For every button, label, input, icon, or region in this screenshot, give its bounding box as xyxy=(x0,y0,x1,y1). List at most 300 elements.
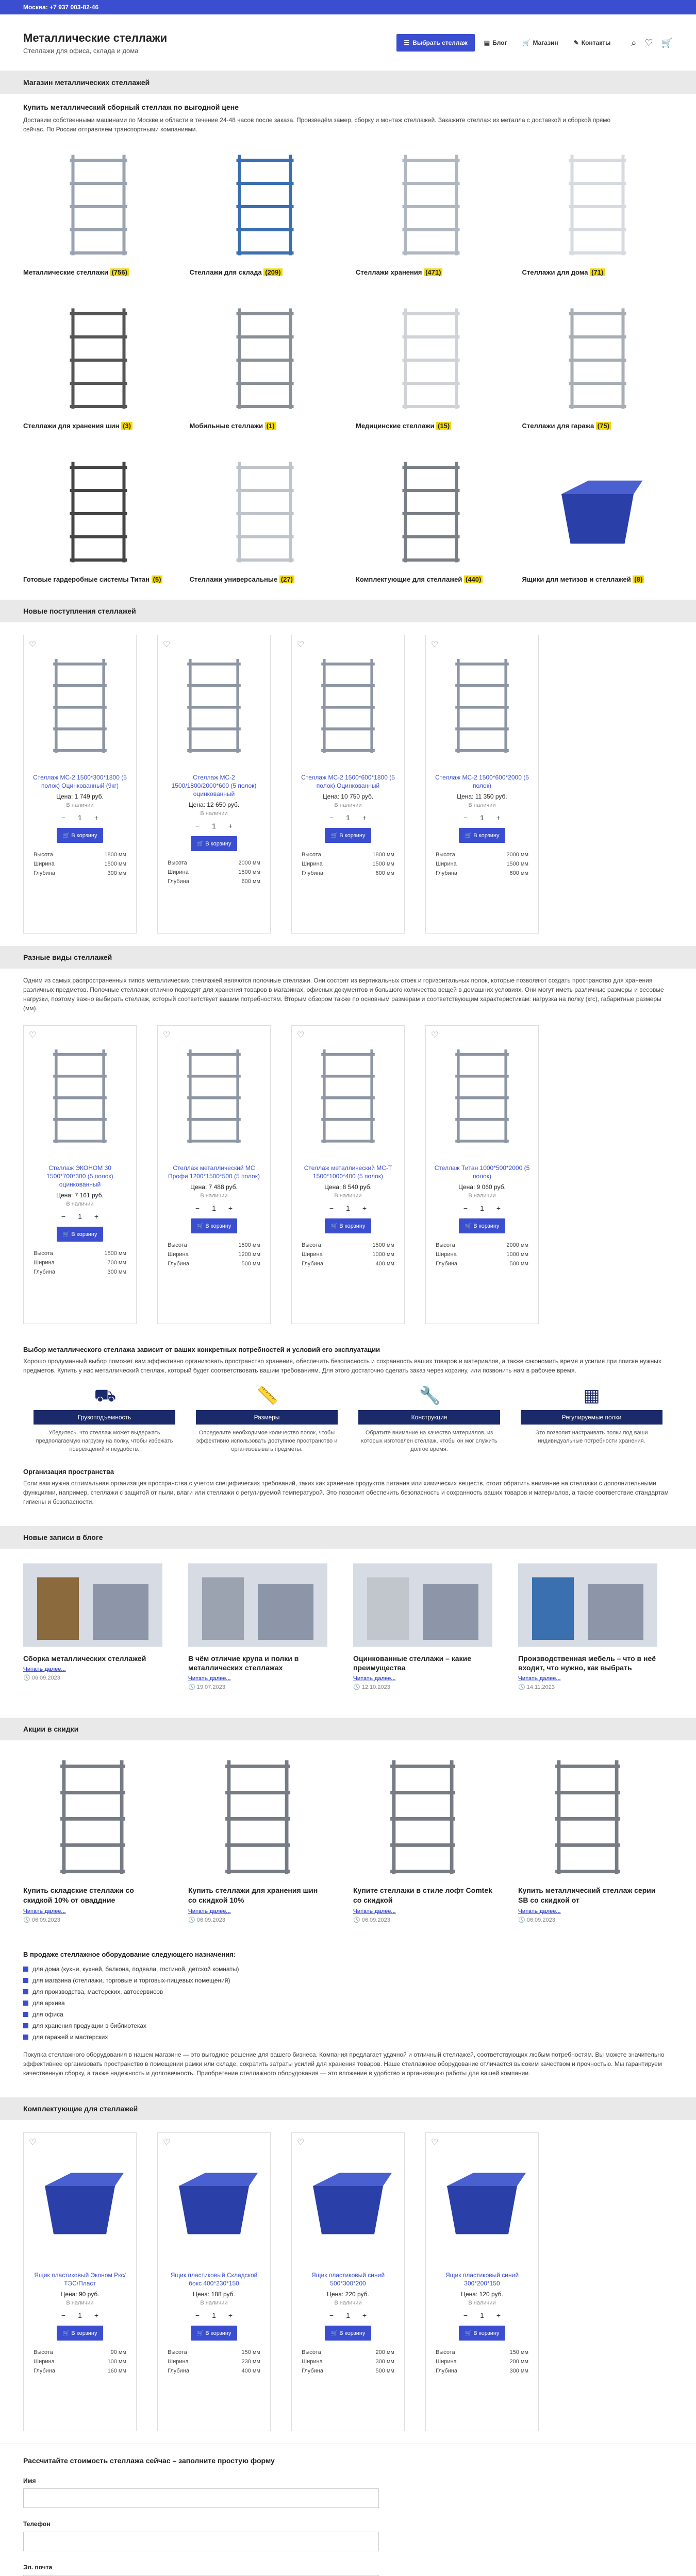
header xyxy=(0,14,696,71)
favorite-heart-icon[interactable]: ♡ xyxy=(163,1031,171,1040)
spec-value: 1500 мм xyxy=(506,861,528,867)
spec-label: Высота xyxy=(34,2349,53,2355)
minus-icon[interactable]: − xyxy=(195,822,200,830)
minus-icon[interactable]: − xyxy=(463,2311,468,2319)
name-label: Имя xyxy=(23,2477,36,2484)
purpose-list-item xyxy=(23,1997,673,2009)
category-count: (3) xyxy=(121,422,132,430)
spec-row xyxy=(302,1250,394,1259)
cart-icon: 🛒 xyxy=(522,39,531,46)
spec-value: 1500 мм xyxy=(238,1242,260,1248)
menu-icon: ☰ xyxy=(404,39,410,46)
category-count: (5) xyxy=(152,575,163,583)
category-name: Медицинские стеллажи xyxy=(356,422,437,430)
add-to-cart-button[interactable]: 🛒 В корзину xyxy=(459,1218,506,1233)
promo-date: 🕓 06.09.2023 xyxy=(23,1917,60,1923)
quantity-value[interactable]: 1 xyxy=(212,2311,216,2319)
spec-label: Ширина xyxy=(34,1260,55,1266)
section-title: Новые записи в блоге xyxy=(23,1533,103,1541)
spec-value: 2000 мм xyxy=(506,852,528,858)
blog-image[interactable] xyxy=(188,1561,327,1649)
category-item[interactable] xyxy=(23,451,174,590)
blog-image[interactable] xyxy=(353,1561,492,1649)
quantity-value[interactable]: 1 xyxy=(346,814,350,822)
favorite-heart-icon[interactable]: ♡ xyxy=(163,2138,171,2147)
spec-label: Глубина xyxy=(302,2368,324,2374)
category-name: Стеллажи для хранения шин xyxy=(23,422,122,430)
add-to-cart-button[interactable]: 🛒 В корзину xyxy=(191,836,238,851)
purpose-list-item xyxy=(23,2009,673,2020)
plus-icon[interactable]: + xyxy=(496,814,501,822)
product-name-link[interactable]: Стеллаж МС-2 1500/1800/2000*600 (5 полок) оцинкованный xyxy=(171,774,257,798)
purpose-text: для офиса xyxy=(32,2011,63,2018)
promo-title-link[interactable]: Купите стеллажи в стиле лофт Comtek со скидкой xyxy=(353,1886,492,1904)
category-name: Стеллажи для склада xyxy=(189,268,264,276)
topbar-phone-link[interactable]: Москва: +7 937 003-82-46 xyxy=(23,4,99,11)
stock-status: В наличии xyxy=(334,1193,362,1199)
spec-row xyxy=(168,868,260,877)
product-image[interactable] xyxy=(168,1032,260,1161)
category-item[interactable] xyxy=(190,144,341,283)
product-card xyxy=(425,635,539,934)
feature-title: Конструкция xyxy=(358,1410,500,1425)
spec-row xyxy=(34,859,126,869)
favorite-heart-icon[interactable]: ♡ xyxy=(297,2138,305,2147)
nav-shop-link[interactable]: 🛒 Магазин xyxy=(522,39,558,46)
quantity-stepper[interactable] xyxy=(326,812,370,823)
purpose-list-item xyxy=(23,1963,673,1975)
accessories-section xyxy=(0,2097,696,2444)
spec-label: Высота xyxy=(168,2349,187,2355)
product-name-link[interactable]: Стеллаж МС-2 1500*600*1800 (5 полок) Оцинкованный xyxy=(301,774,395,789)
minus-icon[interactable]: − xyxy=(463,814,468,822)
add-to-cart-button[interactable]: 🛒 В корзину xyxy=(191,2326,238,2341)
spec-label: Ширина xyxy=(436,2359,457,2365)
product-row xyxy=(23,1013,673,1336)
quantity-value[interactable]: 1 xyxy=(78,2311,82,2319)
promo-card xyxy=(188,1753,327,1938)
purpose-heading: В продаже стеллажное оборудование следующего назначения: xyxy=(23,1951,236,1958)
quantity-value[interactable]: 1 xyxy=(346,2311,350,2319)
cart-icon[interactable]: 🛒 xyxy=(661,37,673,48)
purpose-list-item xyxy=(23,2031,673,2043)
feature-text: Убедитесь, что стеллаж может выдержать предполагаемую нагрузку на полку, чтобы избежать повреждений и неудобств. xyxy=(36,1430,173,1452)
quantity-stepper[interactable] xyxy=(58,812,102,823)
add-to-cart-button[interactable]: 🛒 В корзину xyxy=(325,828,372,843)
promo-section xyxy=(0,1718,696,2097)
logo[interactable] xyxy=(23,31,167,55)
feature-item xyxy=(186,1385,348,1453)
product-name-link[interactable]: Ящик пластиковый Эконом Ркс/ТЭС/Пласт xyxy=(34,2272,126,2287)
plus-icon[interactable]: + xyxy=(228,822,233,830)
product-specs xyxy=(302,850,394,878)
product-image[interactable] xyxy=(168,641,260,770)
spec-value: 300 мм xyxy=(375,2359,394,2365)
product-name-link[interactable]: Стеллаж МС-2 1500*600*2000 (5 полок) xyxy=(435,774,529,789)
category-count: (27) xyxy=(279,575,294,583)
blog-card xyxy=(353,1561,492,1705)
plus-icon[interactable]: + xyxy=(94,2311,99,2319)
product-image[interactable] xyxy=(302,2139,394,2268)
quantity-value[interactable]: 1 xyxy=(212,822,216,830)
favorite-heart-icon[interactable]: ♡ xyxy=(29,2138,37,2147)
spec-row xyxy=(168,1250,260,1259)
section-title: Разные виды стеллажей xyxy=(23,953,112,961)
stock-status: В наличии xyxy=(468,2300,496,2306)
favorite-heart-icon[interactable]: ♡ xyxy=(29,640,37,649)
bullet-icon xyxy=(23,2035,28,2040)
category-label xyxy=(23,422,174,430)
spec-label: Ширина xyxy=(168,2359,189,2365)
spec-row xyxy=(302,869,394,878)
blog-section xyxy=(0,1526,696,1718)
add-to-cart-button[interactable]: 🛒 В корзину xyxy=(459,2326,506,2341)
product-price: Цена: 220 руб. xyxy=(327,2291,369,2298)
product-card xyxy=(23,1025,137,1324)
blog-title-link[interactable]: Сборка металлических стеллажей xyxy=(23,1654,146,1663)
types-section xyxy=(0,946,696,1336)
minus-icon[interactable]: − xyxy=(329,1204,334,1212)
spec-value: 1000 мм xyxy=(506,1251,528,1258)
add-to-cart-button[interactable]: 🛒 В корзину xyxy=(459,828,506,843)
purpose-text: для магазина (стеллажи, торговые и торговых-пищевых помещений) xyxy=(32,1977,230,1984)
product-specs xyxy=(34,2348,126,2376)
promo-date: 🕓 06.09.2023 xyxy=(353,1917,390,1923)
spec-value: 400 мм xyxy=(241,2368,260,2374)
spec-label: Высота xyxy=(302,1242,321,1248)
spec-row xyxy=(168,1241,260,1250)
promo-card xyxy=(23,1753,162,1938)
spec-label: Ширина xyxy=(436,861,457,867)
category-count: (440) xyxy=(464,575,483,583)
favorite-heart-icon[interactable]: ♡ xyxy=(431,1031,439,1040)
purpose-text: для хранения продукции в библиотеках xyxy=(32,2022,147,2029)
plus-icon[interactable]: + xyxy=(362,1204,367,1212)
spec-label: Высота xyxy=(168,860,187,866)
new-products-section xyxy=(0,600,696,946)
product-image[interactable] xyxy=(302,1032,394,1161)
category-item[interactable] xyxy=(23,144,174,283)
plus-icon[interactable]: + xyxy=(228,2311,233,2319)
minus-icon[interactable]: − xyxy=(61,1212,66,1221)
product-image[interactable] xyxy=(34,1032,126,1161)
product-card xyxy=(157,2132,271,2431)
product-price: Цена: 11 350 руб. xyxy=(457,793,507,800)
spec-row xyxy=(168,858,260,868)
category-item[interactable] xyxy=(23,298,174,437)
blog-image[interactable] xyxy=(518,1561,657,1649)
bullet-icon xyxy=(23,2023,28,2028)
minus-icon[interactable]: − xyxy=(329,814,334,822)
product-card xyxy=(157,1025,271,1324)
product-name-link[interactable]: Ящик пластиковый синий 500*300*200 xyxy=(311,2272,385,2287)
read-more-link[interactable]: Читать далее... xyxy=(518,1908,561,1914)
spec-label: Глубина xyxy=(34,1269,56,1275)
product-card xyxy=(291,1025,405,1324)
spec-value: 1500 мм xyxy=(104,861,126,867)
category-item[interactable] xyxy=(356,298,507,437)
product-name-link[interactable]: Стеллаж металлический МС-Т 1500*1000*400 (5 полок) xyxy=(304,1164,392,1180)
spec-value: 600 мм xyxy=(509,870,528,876)
minus-icon[interactable]: − xyxy=(463,1204,468,1212)
category-item[interactable] xyxy=(190,451,341,590)
favorite-heart-icon[interactable]: ♡ xyxy=(29,1031,37,1040)
product-name-link[interactable]: Стеллаж металлический МС Профи 1200*1500*500 (5 полок) xyxy=(168,1164,260,1180)
name-input[interactable] xyxy=(23,2488,379,2508)
blog-card xyxy=(188,1561,327,1705)
category-count: (15) xyxy=(436,422,451,430)
quantity-value[interactable]: 1 xyxy=(78,1212,82,1221)
category-count: (8) xyxy=(633,575,644,583)
product-name-link[interactable]: Ящик пластиковый Складской бокс 400*230*150 xyxy=(170,2272,258,2287)
add-to-cart-button[interactable]: 🛒 В корзину xyxy=(57,828,104,843)
quantity-value[interactable]: 1 xyxy=(212,1204,216,1212)
category-image xyxy=(190,451,341,572)
spec-label: Высота xyxy=(302,852,321,858)
promo-title-link[interactable]: Купить складские стеллажи со скидкой 10% от оваддние xyxy=(23,1886,134,1904)
ruler-icon: 📏 xyxy=(256,1386,278,1405)
category-item[interactable] xyxy=(522,451,673,590)
favorite-heart-icon[interactable]: ♡ xyxy=(431,2138,439,2147)
promo-card xyxy=(518,1753,657,1938)
category-label xyxy=(356,268,507,276)
add-to-cart-button[interactable]: 🛒 В корзину xyxy=(325,2326,372,2341)
spec-label: Ширина xyxy=(302,861,323,867)
folder-icon: ▤ xyxy=(484,39,490,46)
quantity-value[interactable]: 1 xyxy=(480,1204,484,1212)
minus-icon[interactable]: − xyxy=(195,2311,200,2319)
spec-value: 1200 мм xyxy=(238,1251,260,1258)
product-image[interactable] xyxy=(436,2139,528,2268)
minus-icon[interactable]: − xyxy=(61,814,66,822)
spec-row xyxy=(302,859,394,869)
product-specs xyxy=(168,2348,260,2376)
read-more-link[interactable]: Читать далее... xyxy=(353,1908,396,1914)
nav-choose-rack-button[interactable]: ☰ Выбрать стеллаж xyxy=(396,34,474,52)
product-price: Цена: 188 руб. xyxy=(193,2291,235,2298)
search-icon[interactable]: ⌕ xyxy=(631,37,637,48)
product-name-link[interactable]: Ящик пластиковый синий 300*200*150 xyxy=(445,2272,519,2287)
spec-value: 1500 мм xyxy=(238,869,260,875)
product-image[interactable] xyxy=(302,641,394,770)
spec-row xyxy=(34,1258,126,1267)
blog-title-link[interactable]: В чём отличие крупа и полки в металлических стеллажах xyxy=(188,1654,299,1672)
product-image[interactable] xyxy=(34,2139,126,2268)
product-specs xyxy=(436,2348,528,2376)
heart-icon[interactable]: ♡ xyxy=(644,37,653,48)
product-price: Цена: 9 060 руб. xyxy=(458,1183,506,1191)
favorite-heart-icon[interactable]: ♡ xyxy=(297,640,305,649)
spec-value: 600 мм xyxy=(241,878,260,885)
spec-value: 500 мм xyxy=(241,1261,260,1267)
product-image[interactable] xyxy=(436,641,528,770)
quantity-stepper[interactable] xyxy=(58,2310,102,2320)
spec-value: 300 мм xyxy=(509,2368,528,2374)
plus-icon[interactable]: + xyxy=(228,1204,233,1212)
main-nav xyxy=(396,34,673,52)
category-label xyxy=(190,268,341,276)
quantity-stepper[interactable] xyxy=(326,1203,370,1213)
spec-value: 230 мм xyxy=(241,2359,260,2365)
product-price: Цена: 1 749 руб. xyxy=(56,793,104,800)
feature-row xyxy=(23,1385,673,1453)
plus-icon[interactable]: + xyxy=(496,1204,501,1212)
category-item[interactable] xyxy=(356,144,507,283)
org-text: Если вам нужна оптимальная организация пространства с учетом специфических требований, таких как хранение продуктов питания или химических веществ, стоит обратить внимание на стеллажи с дополнительными функциями, например, стеллажи с защитой от пыли, влаги или стеллажи с регулируемой температурой. Это позволит обеспечить безопасность и сохранность ваших товаров и материалов, а также соответствие стандартам гигиены и безопасности. xyxy=(23,1480,669,1505)
stock-status: В наличии xyxy=(200,1193,228,1199)
blog-card xyxy=(518,1561,657,1705)
spec-row xyxy=(168,2357,260,2366)
spec-value: 300 мм xyxy=(107,1269,126,1275)
catalog-heading: Купить металлический сборный стеллаж по выгодной цене xyxy=(23,103,239,111)
spec-row xyxy=(34,850,126,859)
promo-image[interactable] xyxy=(23,1753,162,1882)
favorite-heart-icon[interactable]: ♡ xyxy=(431,640,439,649)
calc-form-section xyxy=(0,2444,696,2576)
spec-row xyxy=(302,2348,394,2357)
promo-bottom-text: Покупка стеллажного оборудования в нашем магазине — это выгодное решение для вашего бизнеса. Компания предлагает удачной и отличный стеллажей, соответствующих любым потребностям. Вы можете значительно эффективнее организовать пространство в помещении рамки или складе, сократить затраты усилий для хранения товаров. Наше стеллажное оборудование отличается высоким качеством и прочностью. Мы гарантируем качественную сборку, а также надежность и долговечность. Приобретение стеллажного оборудования — это вложение в удобство и организацию работы для вашей компании. xyxy=(23,2051,665,2077)
spec-row xyxy=(34,2357,126,2366)
section-title: Комплектующие для стеллажей xyxy=(23,2105,138,2113)
blog-title-link[interactable]: Производственная мебель – что в неё входит, что нужно, как выбрать xyxy=(518,1654,656,1672)
spec-value: 100 мм xyxy=(107,2359,126,2365)
feature-title: Размеры xyxy=(196,1410,338,1425)
add-to-cart-button[interactable]: 🛒 В корзину xyxy=(57,2326,104,2341)
form-title: Рассчитайте стоимость стеллажа сейчас – заполните простую форму xyxy=(23,2456,275,2465)
quantity-stepper[interactable] xyxy=(460,1203,504,1213)
quantity-stepper[interactable] xyxy=(192,2310,236,2320)
spec-value: 160 мм xyxy=(107,2368,126,2374)
plus-icon[interactable]: + xyxy=(362,2311,367,2319)
category-name: Стеллажи универсальные xyxy=(189,575,279,583)
spec-row xyxy=(436,2366,528,2376)
add-to-cart-button[interactable]: 🛒 В корзину xyxy=(191,1218,238,1233)
product-price: Цена: 10 750 руб. xyxy=(322,793,374,800)
spec-row xyxy=(436,2357,528,2366)
minus-icon[interactable]: − xyxy=(195,1204,200,1212)
promo-image[interactable] xyxy=(353,1753,492,1882)
category-name: Металлические стеллажи xyxy=(23,268,110,276)
minus-icon[interactable]: − xyxy=(61,2311,66,2319)
feature-title: Грузоподъемность xyxy=(34,1410,175,1425)
category-item[interactable] xyxy=(190,298,341,437)
plus-icon[interactable]: + xyxy=(94,814,99,822)
add-to-cart-button[interactable]: 🛒 В корзину xyxy=(57,1227,104,1242)
spec-value: 700 мм xyxy=(107,1260,126,1266)
features-section xyxy=(0,1336,696,1526)
spec-value: 2000 мм xyxy=(238,860,260,866)
promo-title-link[interactable]: Купить металлический стеллаж серии SB со скидкой от xyxy=(518,1886,656,1904)
stock-status: В наличии xyxy=(334,2300,362,2306)
section-title: Магазин металлических стеллажей xyxy=(23,78,150,87)
quantity-stepper[interactable] xyxy=(326,2310,370,2320)
quantity-stepper[interactable] xyxy=(460,2310,504,2320)
favorite-heart-icon[interactable]: ♡ xyxy=(297,1031,305,1040)
spec-label: Ширина xyxy=(34,861,55,867)
product-name-link[interactable]: Стеллаж ЭКОНОМ 30 1500*700*300 (5 полок) оцинкованный xyxy=(46,1164,113,1188)
purpose-text: для дома (кухни, кухней, балкона, подвала, гостиной, детской комнаты) xyxy=(32,1965,239,1973)
spec-value: 1500 мм xyxy=(372,861,394,867)
catalog-text: Доставим собственными машинами по Москве и области в течение 24-48 часов после заказа. Произведём замер, сборку и монтаж стеллажей. Закажите стеллаж из металла с доставкой и сборкой прямо сейчас. По России отправляем транспортными компаниями. xyxy=(23,116,611,133)
spec-value: 150 мм xyxy=(241,2349,260,2355)
blog-title-link[interactable]: Оцинкованные стеллажи – какие преимущества xyxy=(353,1654,471,1672)
promo-image[interactable] xyxy=(188,1753,327,1882)
category-item[interactable] xyxy=(522,298,673,437)
category-label xyxy=(23,575,174,583)
category-image xyxy=(522,144,673,265)
category-item[interactable] xyxy=(356,451,507,590)
plus-icon[interactable]: + xyxy=(496,2311,501,2319)
phone-input[interactable] xyxy=(23,2532,379,2551)
category-image xyxy=(23,298,174,419)
minus-icon[interactable]: − xyxy=(329,2311,334,2319)
product-image[interactable] xyxy=(34,641,126,770)
quantity-value[interactable]: 1 xyxy=(480,2311,484,2319)
product-specs xyxy=(302,1241,394,1268)
spec-row xyxy=(168,2348,260,2357)
favorite-heart-icon[interactable]: ♡ xyxy=(163,640,171,649)
bullet-icon xyxy=(23,1978,28,1983)
category-image xyxy=(522,451,673,572)
product-card xyxy=(291,635,405,934)
spec-label: Высота xyxy=(436,1242,455,1248)
product-name-link[interactable]: Стеллаж Титан 1000*500*2000 (5 полок) xyxy=(434,1164,530,1180)
quantity-value[interactable]: 1 xyxy=(78,814,82,822)
plus-icon[interactable]: + xyxy=(362,814,367,822)
blog-date: 🕓 19.07.2023 xyxy=(188,1684,225,1690)
nav-contacts-link[interactable]: ✎ Контакты xyxy=(573,39,611,46)
spec-label: Глубина xyxy=(168,2368,190,2374)
spec-label: Ширина xyxy=(34,2359,55,2365)
quantity-value[interactable]: 1 xyxy=(346,1204,350,1212)
plus-icon[interactable]: + xyxy=(94,1212,99,1221)
spec-row xyxy=(34,1249,126,1258)
spec-label: Глубина xyxy=(436,870,458,876)
spec-row xyxy=(436,2348,528,2357)
promo-title-link[interactable]: Купить стеллажи для хранения шин со скидкой 10% xyxy=(188,1886,318,1904)
read-more-link[interactable]: Читать далее... xyxy=(353,1675,396,1682)
spec-label: Высота xyxy=(436,2349,455,2355)
read-more-link[interactable]: Читать далее... xyxy=(518,1675,561,1682)
read-more-link[interactable]: Читать далее... xyxy=(23,1908,66,1914)
quantity-stepper[interactable] xyxy=(192,821,236,831)
quantity-stepper[interactable] xyxy=(58,1211,102,1222)
category-name: Стеллажи для дома xyxy=(522,268,590,276)
blog-image[interactable] xyxy=(23,1561,162,1649)
quantity-value[interactable]: 1 xyxy=(480,814,484,822)
category-image xyxy=(23,144,174,265)
promo-image[interactable] xyxy=(518,1753,657,1882)
category-item[interactable] xyxy=(522,144,673,283)
stock-status: В наличии xyxy=(334,802,362,808)
add-to-cart-button[interactable]: 🛒 В корзину xyxy=(325,1218,372,1233)
catalog-section xyxy=(0,71,696,600)
product-name-link[interactable]: Стеллаж МС-2 1500*300*1800 (5 полок) Оцинкованный (9кг) xyxy=(33,774,127,789)
read-more-link[interactable]: Читать далее... xyxy=(188,1675,231,1682)
category-count: (71) xyxy=(590,268,605,276)
nav-blog-link[interactable]: ▤ Блог xyxy=(484,39,507,46)
read-more-link[interactable]: Читать далее... xyxy=(188,1908,231,1914)
product-specs xyxy=(34,850,126,878)
spec-row xyxy=(302,1241,394,1250)
bullet-icon xyxy=(23,2001,28,2006)
read-more-link[interactable]: Читать далее... xyxy=(23,1666,66,1672)
blog-date: 🕓 12.10.2023 xyxy=(353,1684,390,1690)
quantity-stepper[interactable] xyxy=(192,1203,236,1213)
quantity-stepper[interactable] xyxy=(460,812,504,823)
product-image[interactable] xyxy=(436,1032,528,1161)
product-image[interactable] xyxy=(168,2139,260,2268)
